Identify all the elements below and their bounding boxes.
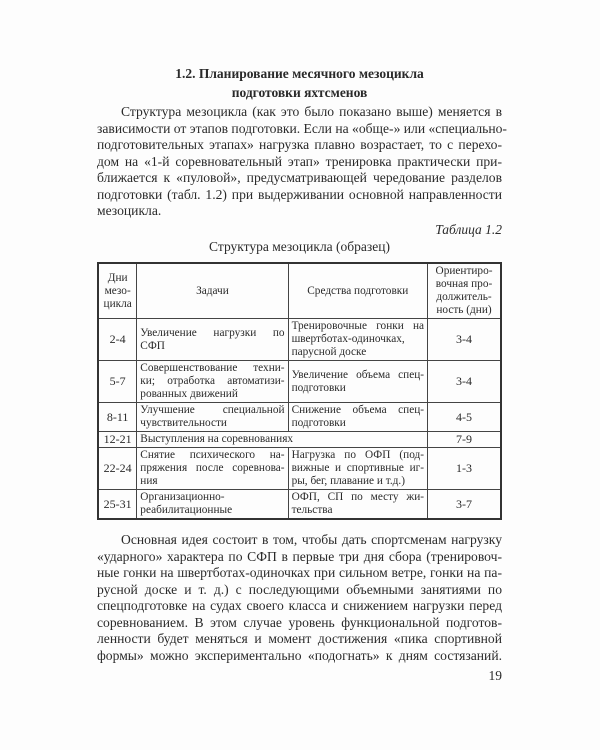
cell-line: Ориентиро- <box>435 265 493 277</box>
days-cell: 5-7 <box>98 361 137 403</box>
text-line: ленности будет меняться и момент достижения «пика спортивной <box>97 631 502 646</box>
tasks-cell <box>137 448 288 490</box>
means-cell <box>288 361 427 403</box>
text-line: ближается к «пуловой», предусматривающей чередование разделов <box>97 170 502 185</box>
text-line: «ударного» характера по СФП в первые три дня сбора (тренировоч- <box>97 548 502 564</box>
duration-cell: 3-4 <box>428 319 501 361</box>
means-cell <box>288 448 427 490</box>
table-row <box>98 403 501 432</box>
cell-line: Задачи <box>196 284 229 297</box>
cell-line: реабилитационные <box>140 504 233 516</box>
table-row <box>98 361 501 403</box>
cell-line: ОФП, СП по месту жи- <box>291 491 425 503</box>
cell-line: пряжения после соревнова- <box>140 462 285 474</box>
text-line: подготовки (табл. 1.2) при выдерживании основной направленности <box>97 186 502 202</box>
cell-line: ры, бег, плавание и т.д.) <box>291 475 406 487</box>
table-row <box>98 448 501 490</box>
text-line: русной доске и т. д.) с последующими объемными занятиями по <box>97 581 502 597</box>
text-line: зависимости от этапов подготовки. Если на «обще-» или «специально- <box>97 120 507 136</box>
means-cell <box>288 403 427 432</box>
heading-line: подготовки яхтсменов <box>231 85 368 100</box>
tasks-cell <box>137 319 288 361</box>
duration-cell: 3-7 <box>428 490 501 520</box>
cell-line: ность (дни) <box>436 304 492 316</box>
text-line: спецподготовке на судах своего класса и снижением нагрузки перед <box>97 598 502 613</box>
cell-line: должитель- <box>436 291 492 303</box>
table-row <box>98 432 501 448</box>
column-header <box>98 263 137 319</box>
means-cell <box>288 319 427 361</box>
cell-line: мезо- <box>104 284 131 297</box>
cell-line: Увеличение нагрузки по <box>140 326 285 339</box>
heading-line: 1.2. Планирование месячного мезоцикла <box>175 66 424 81</box>
cell-line: Дни <box>107 271 128 284</box>
cell-line: ния <box>140 475 158 487</box>
text-line: ные гонки на швертботах-одиночках при сильном ветре, гонки на па- <box>97 565 502 580</box>
cell-line: вижные и спортивные иг- <box>291 462 425 474</box>
text-line: дом на «1-й соревновательный этап» тренировка практически при- <box>97 153 502 169</box>
cell-line: подготовки <box>291 417 346 429</box>
table-header-row <box>98 263 501 319</box>
cell-line: ки; отработка автоматизи- <box>140 375 285 387</box>
cell-line: Увеличение объема спец- <box>291 368 425 381</box>
cell-line: рованных движений <box>140 388 238 400</box>
text-line: формы» можно экспериментально «подогнать» к дням состязаний. <box>97 647 502 663</box>
cell-line: вочная про- <box>435 278 493 290</box>
page-number: 19 <box>488 668 502 683</box>
cell-line: Тренировочные гонки на <box>291 320 425 332</box>
days-cell: 22-24 <box>98 448 137 490</box>
column-header <box>428 263 501 319</box>
tasks-cell <box>137 403 288 432</box>
days-cell: 25-31 <box>98 490 137 520</box>
text-line: мезоцикла. <box>97 203 162 218</box>
days-cell: 2-4 <box>98 319 137 361</box>
duration-cell: 1-3 <box>428 448 501 490</box>
column-header <box>137 263 288 319</box>
means-cell <box>288 490 427 520</box>
paragraph-2 <box>97 532 502 664</box>
cell-line: цикла <box>103 297 132 310</box>
cell-line: чувствительности <box>140 417 227 429</box>
cell-line: подготовки <box>291 381 346 394</box>
table-row <box>98 319 501 361</box>
cell-line: Нагрузка по ОФП (под- <box>291 449 425 461</box>
text-line: Структура мезоцикла (как это было показано выше) меняется в <box>121 104 502 119</box>
cell-line: швертботах-одиночках, <box>291 333 405 345</box>
days-cell: 8-11 <box>98 403 137 432</box>
cell-line: парусной доске <box>291 346 367 358</box>
days-cell: 12-21 <box>98 432 137 448</box>
duration-cell: 7-9 <box>428 432 501 448</box>
text-line: соревнованием. В этом случае уровень функциональной подготов- <box>97 614 502 630</box>
cell-line: Средства подготовки <box>307 284 409 297</box>
paragraph-1 <box>97 104 507 220</box>
cell-line: Совершенствование техни- <box>140 362 285 374</box>
table-row <box>98 490 501 520</box>
text-line: Основная идея состоит в том, чтобы дать спортсменам нагрузку <box>121 532 502 547</box>
column-header <box>288 263 427 319</box>
cell-line: Улучшение специальной <box>140 404 285 416</box>
section-heading <box>97 64 502 102</box>
text-line: подготовительных этапах» нагрузка плавно возрастает, то с перехо- <box>97 137 502 152</box>
cell-line: Снятие психического на- <box>140 449 285 461</box>
cell-line: Организационно- <box>140 491 225 503</box>
table-number: Таблица 1.2 <box>435 222 502 237</box>
mesocycle-table <box>97 262 502 520</box>
duration-cell: 4-5 <box>428 403 501 432</box>
merged-cell: Выступления на соревнованиях <box>137 432 428 448</box>
cell-line: СФП <box>140 339 165 352</box>
cell-line: тельства <box>291 504 333 516</box>
tasks-cell <box>137 490 288 520</box>
cell-line: Снижение объема спец- <box>291 404 425 416</box>
table-caption: Структура мезоцикла (образец) <box>209 239 390 254</box>
tasks-cell <box>137 361 288 403</box>
duration-cell: 3-4 <box>428 361 501 403</box>
